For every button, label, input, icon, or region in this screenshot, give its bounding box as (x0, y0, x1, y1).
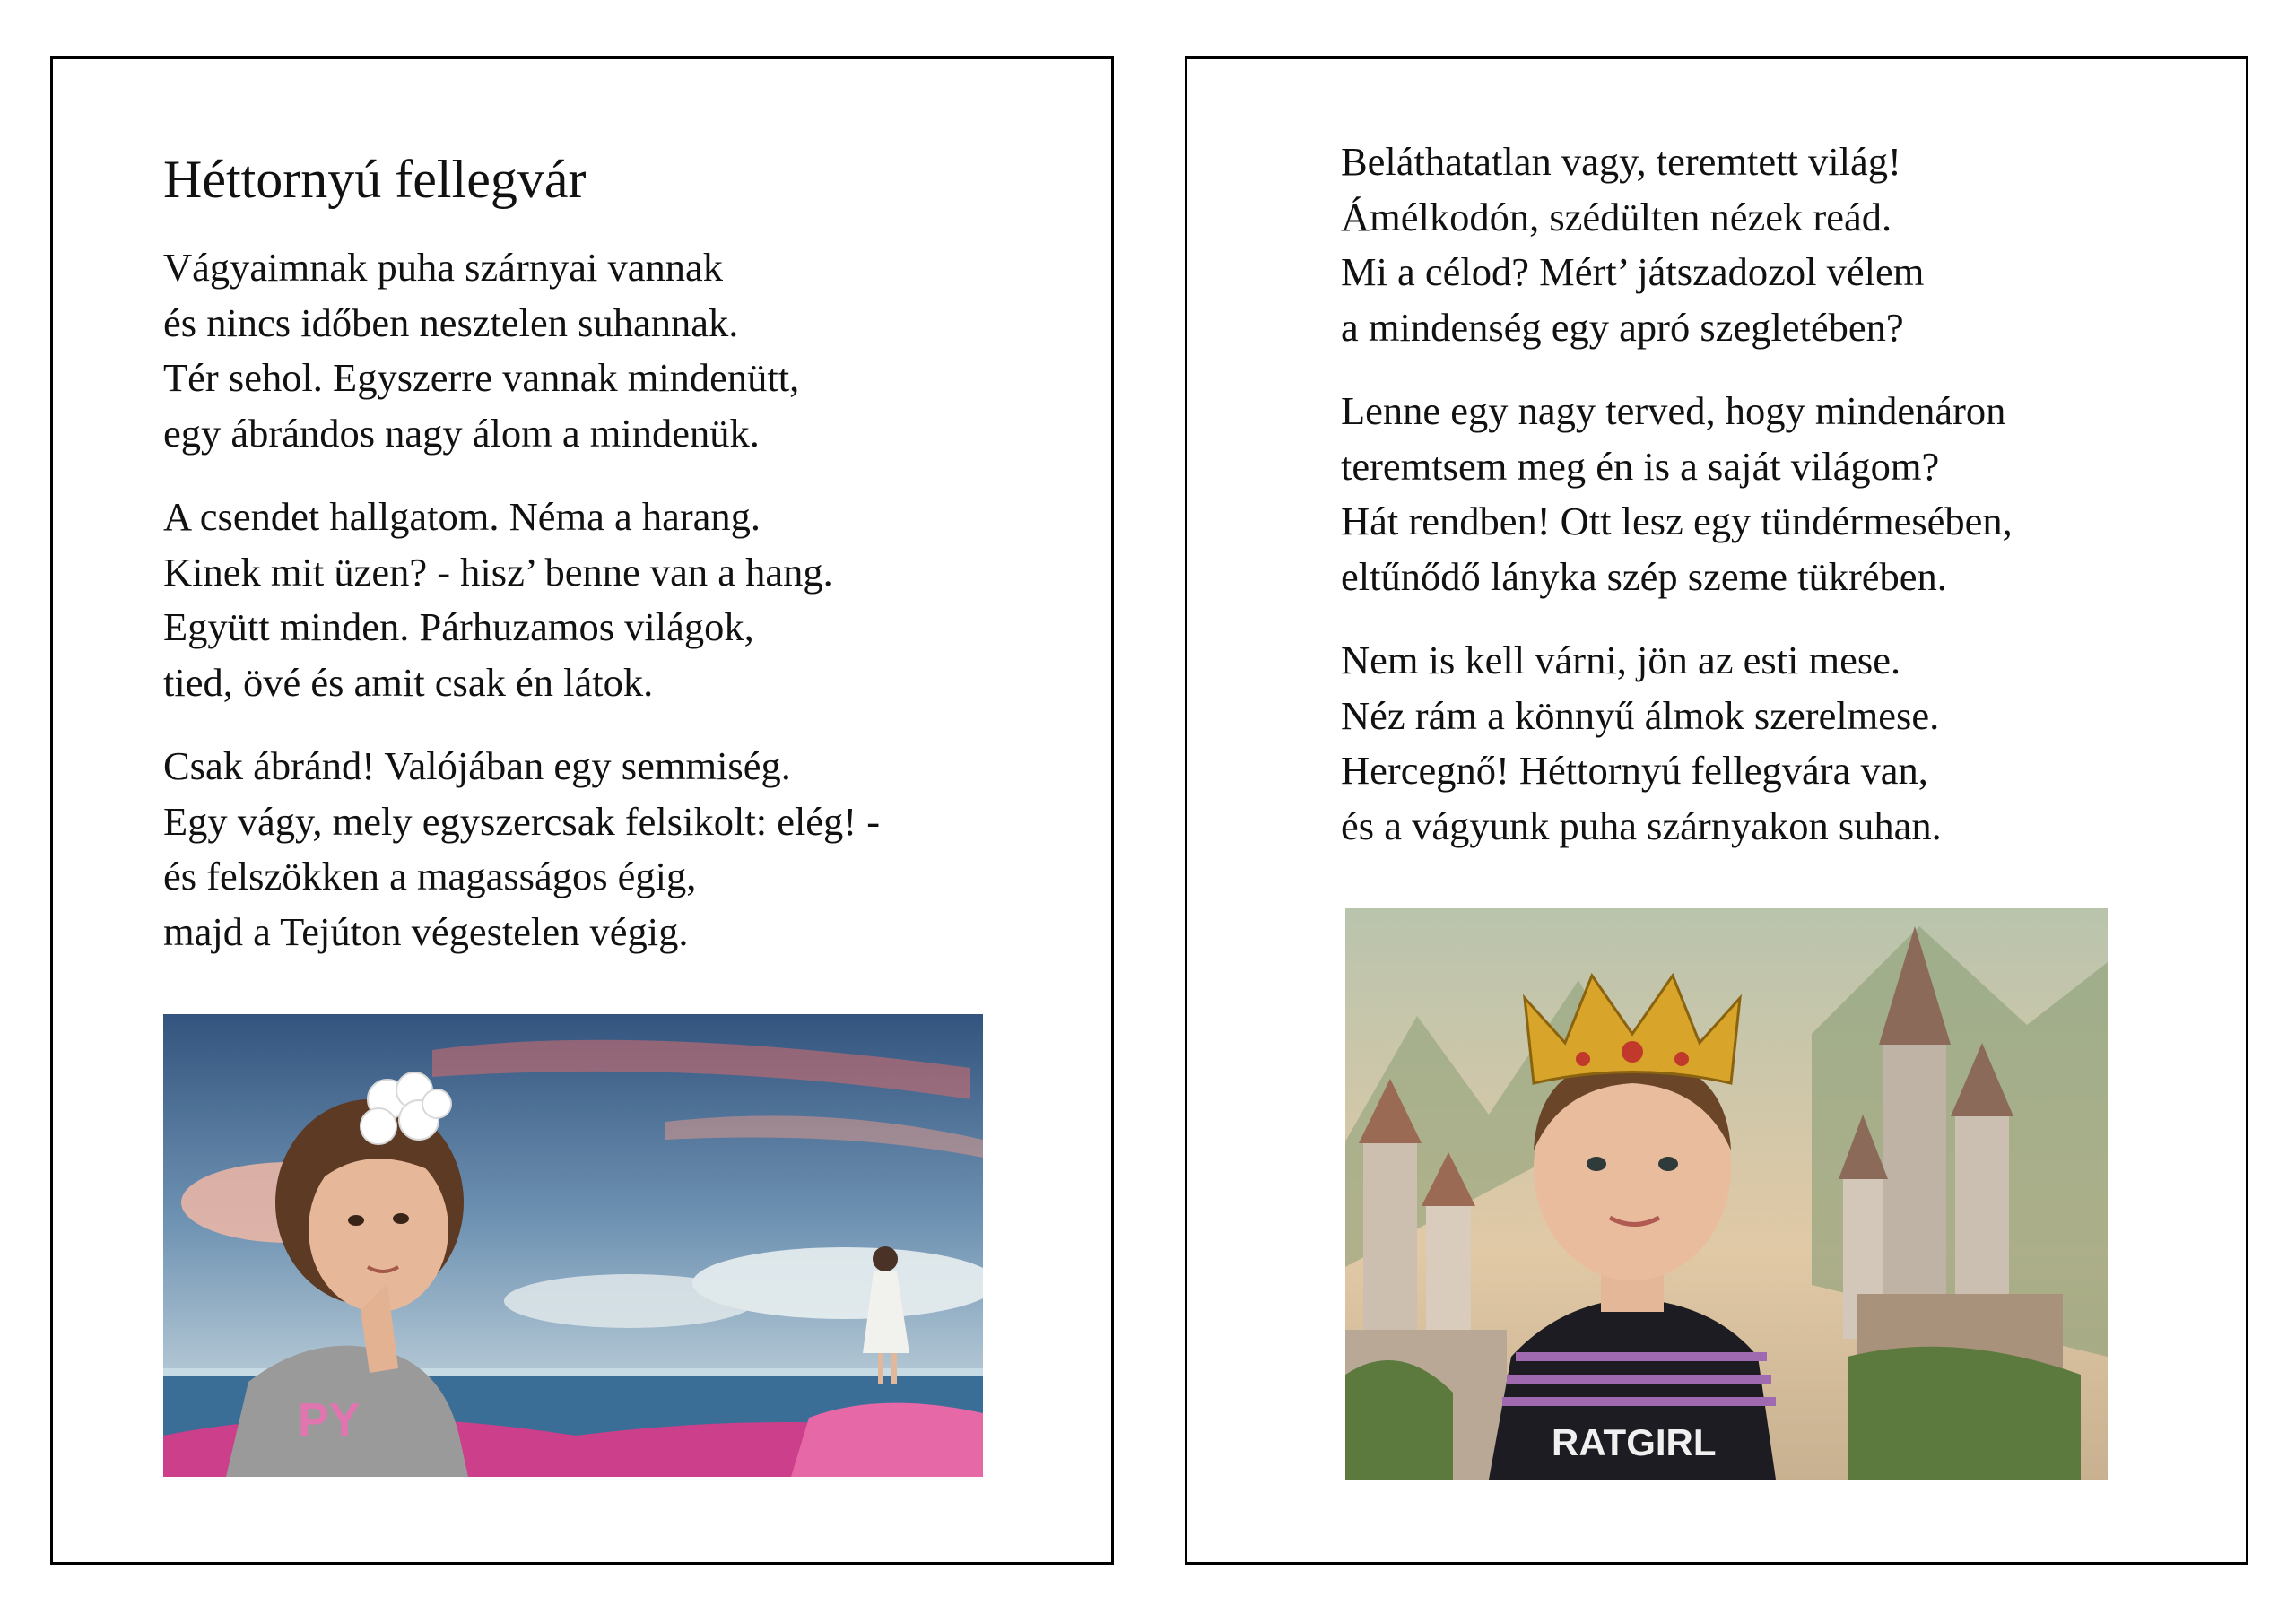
poem-line: Csak ábránd! Valójában egy semmiség. (163, 743, 791, 788)
poem-line: Néz rám a könnyű álmok szerelmese. (1341, 692, 1940, 738)
poem-line: Lenne egy nagy terved, hogy mindenáron (1341, 388, 2006, 433)
poem-line: Egy vágy, mely egyszercsak felsikolt: elég! - (163, 798, 881, 844)
poem-line: teremtsem meg én is a saját világom? (1341, 443, 1940, 489)
poem-line: Hercegnő! Héttornyú fellegvára van, (1341, 748, 1928, 793)
poem-title: Héttornyú fellegvár (163, 150, 587, 209)
poem-line: majd a Tejúton végestelen végig. (163, 908, 689, 954)
girl-by-the-sea-illustration (163, 1014, 983, 1477)
poem-line: Beláthatatlan vagy, teremtett világ! (1341, 139, 1901, 184)
left-page (50, 56, 1114, 1565)
poem-line: a mindenség egy apró szegletében? (1341, 304, 1904, 350)
poem-line: és a vágyunk puha szárnyakon suhan. (1341, 803, 1942, 848)
stanza (1341, 135, 1924, 355)
stanza (163, 490, 833, 710)
poem-line: Mi a célod? Mért’ játszadozol vélem (1341, 249, 1925, 294)
shirt-print-text: RATGIRL (1552, 1421, 1717, 1463)
right-page (1185, 56, 2248, 1565)
poem-line: és nincs időben nesztelen suhannak. (163, 299, 739, 345)
shirt-print-text: PY (298, 1394, 361, 1446)
stanza (1341, 384, 2013, 604)
stanza (163, 739, 880, 959)
poem-line: tied, övé és amit csak én látok. (163, 659, 654, 705)
stanza (163, 240, 799, 461)
crowned-child-castle-illustration (1345, 908, 2108, 1480)
poem-line: Hát rendben! Ott lesz egy tündérmesében, (1341, 499, 2013, 543)
poem-line: és felszökken a magasságos égig, (163, 854, 697, 898)
poem-line: egy ábrándos nagy álom a mindenük. (163, 410, 760, 456)
poem-line: Kinek mit üzen? - hisz’ benne van a hang. (163, 549, 833, 595)
poem-line: Nem is kell várni, jön az esti mese. (1341, 638, 1901, 682)
poem-line: A csendet hallgatom. Néma a harang. (163, 494, 761, 539)
poem-line: Tér sehol. Egyszerre vannak mindenütt, (163, 355, 800, 400)
poem-line: Ámélkodón, szédülten nézek reád. (1341, 194, 1892, 239)
stanza (1341, 633, 1942, 854)
poem-line: Vágyaimnak puha szárnyai vannak (163, 245, 723, 290)
poem-line: eltűnődő lányka szép szeme tükrében. (1341, 553, 1947, 599)
poem-line: Együtt minden. Párhuzamos világok, (163, 604, 754, 649)
